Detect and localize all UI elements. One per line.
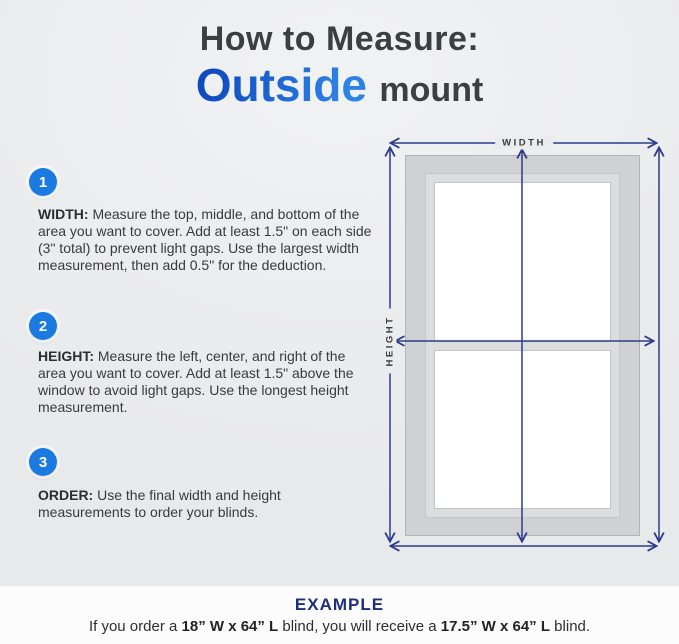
example-middle: blind, you will receive a xyxy=(278,618,441,635)
width-dimension-label: WIDTH xyxy=(495,137,553,150)
example-suffix: blind. xyxy=(550,618,591,635)
step-1-body: Measure the top, middle, and bottom of the area you want to cover. Add at least 1.5" on each side (3" total) to prevent light gaps. Use the largest width measurement, then add 0.5" for the deduction. xyxy=(38,206,372,273)
step-3-body: Use the final width and height measurements to order your blinds. xyxy=(38,487,281,520)
example-receive-size: 17.5” W x 64” L xyxy=(440,618,551,635)
example-heading: EXAMPLE xyxy=(294,595,385,614)
step-2-badge: 2 xyxy=(29,312,57,340)
step-2-text xyxy=(38,348,374,416)
step-1-label: WIDTH: xyxy=(38,206,89,222)
example-section xyxy=(0,586,679,644)
step-3-text xyxy=(38,487,374,521)
step-1-badge: 1 xyxy=(29,168,57,196)
example-sentence xyxy=(0,618,679,635)
page-title xyxy=(0,20,679,111)
height-dimension-label: HEIGHT xyxy=(384,309,397,374)
title-highlight: Outside xyxy=(195,59,367,112)
title-suffix: mount xyxy=(379,71,484,110)
window-sash-frame xyxy=(425,173,620,518)
example-prefix: If you order a xyxy=(88,618,182,635)
step-1-text xyxy=(38,206,374,274)
step-2-body: Measure the left, center, and right of the area you want to cover. Add at least 1.5" above the window to avoid light gaps. Use the longest height measurement. xyxy=(38,348,354,415)
title-line1: How to Measure: xyxy=(199,20,480,58)
window-panes xyxy=(434,182,611,509)
window-pane-lower xyxy=(434,350,611,510)
window-illustration xyxy=(405,155,640,536)
title-line2 xyxy=(0,60,679,111)
step-2-label: HEIGHT: xyxy=(38,348,94,364)
window-pane-upper xyxy=(434,182,611,342)
step-3-badge: 3 xyxy=(29,448,57,476)
step-3-label: ORDER: xyxy=(38,487,94,503)
example-order-size: 18” W x 64” L xyxy=(181,618,279,635)
